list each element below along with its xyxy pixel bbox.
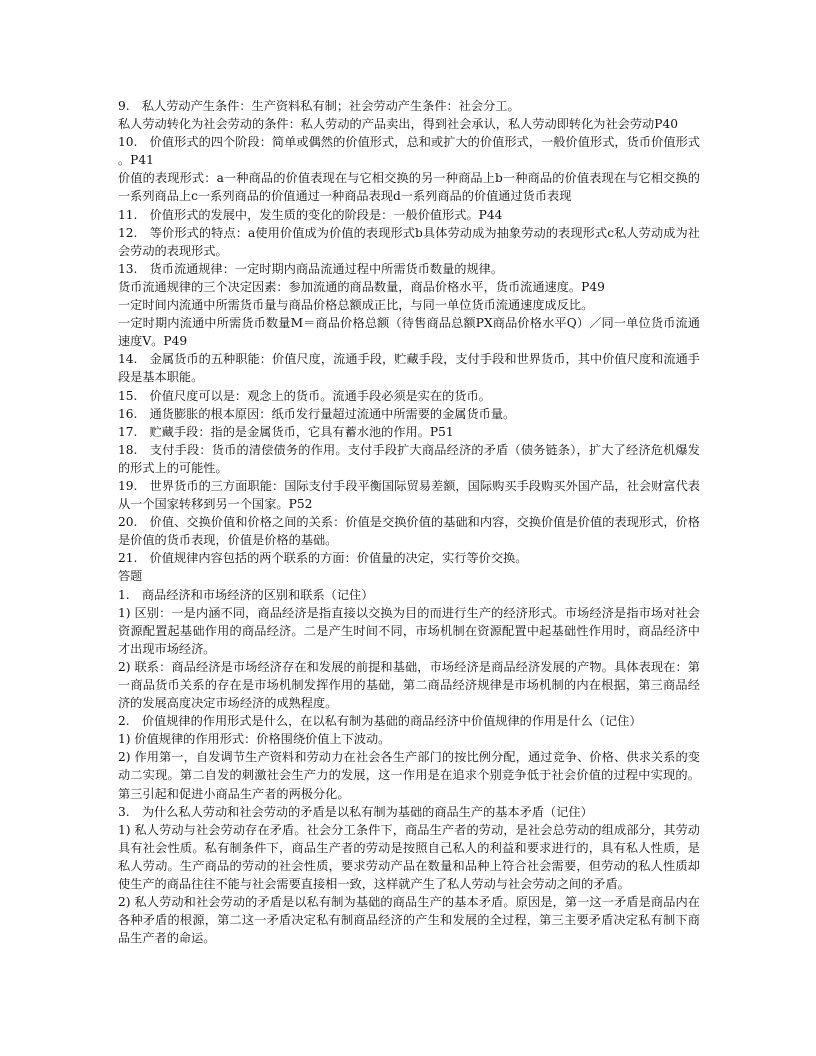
paragraph-21-law-of-value: 21. 价值规律内容包括的两个联系的方面：价值量的决定，实行等价交换。 — [118, 551, 528, 566]
paragraph-20-value-price-relation: 20. 价值、交换价值和价格之间的关系：价值是交换价值的基础和内容，交换价值是价值的表现形式，价格是价值的货币表现，价值是价格的基础。 — [118, 515, 700, 548]
paragraph-money-formula: 一定时期内流通中所需货币数量M＝商品价格总额（待售商品总额PX商品价格水平Q）／同一单位货币流通速度V。P49 — [118, 316, 700, 349]
document-page — [118, 97, 700, 947]
question-1-answer-connection: 2) 联系：商品经济是市场经济存在和发展的前提和基础，市场经济是商品经济发展的产物。具体表现在：第一商品货币关系的存在是市场机制发挥作用的基础，第二商品经济规律是市场机制的内在根据，第三商品经济的发展高度决定市场经济的成熟程度。 — [118, 659, 700, 711]
section-heading-answers: 答题 — [118, 569, 143, 584]
paragraph-18-payment: 18. 支付手段：货币的清偿债务的作用。支付手段扩大商品经济的矛盾（债务链条），扩大了经济危机爆发的形式上的可能性。 — [118, 442, 700, 475]
question-1-heading: 1. 商品经济和市场经济的区别和联系（记住） — [118, 587, 374, 602]
paragraph-15-value-measure: 15. 价值尺度可以是：观念上的货币。流通手段必须是实在的货币。 — [118, 388, 491, 403]
question-3-heading: 3. 为什么私人劳动和社会劳动的矛盾是以私有制为基础的商品生产的基本矛盾（记住） — [118, 804, 593, 819]
paragraph-10-value-form-stages: 10. 价值形式的四个阶段：简单或偶然的价值形式，总和或扩大的价值形式，一般价值形式，货币价值形式。P41 — [118, 135, 700, 168]
paragraph-private-to-social-labor: 私人劳动转化为社会劳动的条件：私人劳动的产品卖出，得到社会承认，私人劳动即转化为社会劳动P40 — [118, 117, 678, 132]
paragraph-money-proportion: 一定时间内流通中所需货币量与商品价格总额成正比，与同一单位货币流通速度成反比。 — [118, 298, 594, 313]
paragraph-circulation-factors: 货币流通规律的三个决定因素：参加流通的商品数量，商品价格水平，货币流通速度。P49 — [118, 279, 605, 294]
question-2-heading: 2. 价值规律的作用形式是什么，在以私有制为基础的商品经济中价值规律的作用是什么（记住） — [118, 714, 642, 729]
paragraph-13-money-circulation-law: 13. 货币流通规律：一定时期内商品流通过程中所需货币数量的规律。 — [118, 261, 504, 276]
paragraph-19-world-money: 19. 世界货币的三方面职能：国际支付手段平衡国际贸易差额，国际购买手段购买外国产品，社会财富代表从一个国家转移到另一个国家。P52 — [118, 478, 700, 512]
question-3-answer-contradiction: 1) 私人劳动与社会劳动存在矛盾。社会分工条件下，商品生产者的劳动，是社会总劳动的组成部分，其劳动具有社会性质。私有制条件下，商品生产者的劳动是按照自己私人的利益和要求进行的，具有私人性质，是私人劳动。生产商品的劳动的社会性质，要求劳动产品在数量和品种上符合社会需要，但劳动的私人性质却使生产的商品往往不能与社会需要直接相一致，这样就产生了私人劳动与社会劳动之间的矛盾。 — [118, 822, 700, 892]
paragraph-value-expression-forms: 价值的表现形式：a一种商品的价值表现在与它相交换的另一种商品上b一种商品的价值表现在与它相交换的一系列商品上c一系列商品的价值通过一种商品表现d一系列商品的价值通过货币表现 — [118, 171, 700, 204]
paragraph-14-money-functions: 14. 金属货币的五种职能：价值尺度，流通手段，贮藏手段，支付手段和世界货币，其中价值尺度和流通手段是基本职能。 — [118, 352, 700, 385]
question-3-answer-basic-contradiction: 2) 私人劳动和社会劳动的矛盾是以私有制为基础的商品生产的基本矛盾。原因是，第一这一矛盾是商品内在各种矛盾的根源，第二这一矛盾决定私有制商品经济的产生和发展的全过程，第三主要矛盾决定私有制下商品生产者的命运。 — [118, 895, 700, 946]
paragraph-12-equivalent-form: 12. 等价形式的特点：a使用价值成为价值的表现形式b具体劳动成为抽象劳动的表现形式c私人劳动成为社会劳动的表现形式。 — [118, 225, 700, 258]
question-2-answer-form: 1) 价值规律的作用形式：价格围绕价值上下波动。 — [118, 732, 391, 747]
paragraph-17-hoarding: 17. 贮藏手段：指的是金属货币，它具有蓄水池的作用。P51 — [118, 424, 454, 439]
question-2-answer-effects: 2) 作用第一，自发调节生产资料和劳动力在社会各生产部门的按比例分配，通过竞争、价格、供求关系的变动二实现。第二自发的刺激社会生产力的发展，这一作用是在追求个别竞争低于社会价值的过程中实现的。第三引起和促进小商品生产者的两极分化。 — [118, 750, 700, 801]
paragraph-16-inflation: 16. 通货膨胀的根本原因：纸币发行量超过流通中所需要的金属货币量。 — [118, 406, 516, 421]
paragraph-11-qualitative-change: 11. 价值形式的发展中，发生质的变化的阶段是：一般价值形式。P44 — [118, 207, 503, 222]
question-1-answer-difference: 1) 区别：一是内涵不同，商品经济是指直接以交换为目的而进行生产的经济形式。市场经济是指市场对社会资源配置起基础作用的商品经济。二是产生时间不同，市场机制在资源配置中起基础性作用时，商品经济中才出现市场经济。 — [118, 605, 700, 656]
paragraph-9-private-labor-conditions: 9. 私人劳动产生条件：生产资料私有制；社会劳动产生条件：社会分工。 — [118, 99, 520, 113]
